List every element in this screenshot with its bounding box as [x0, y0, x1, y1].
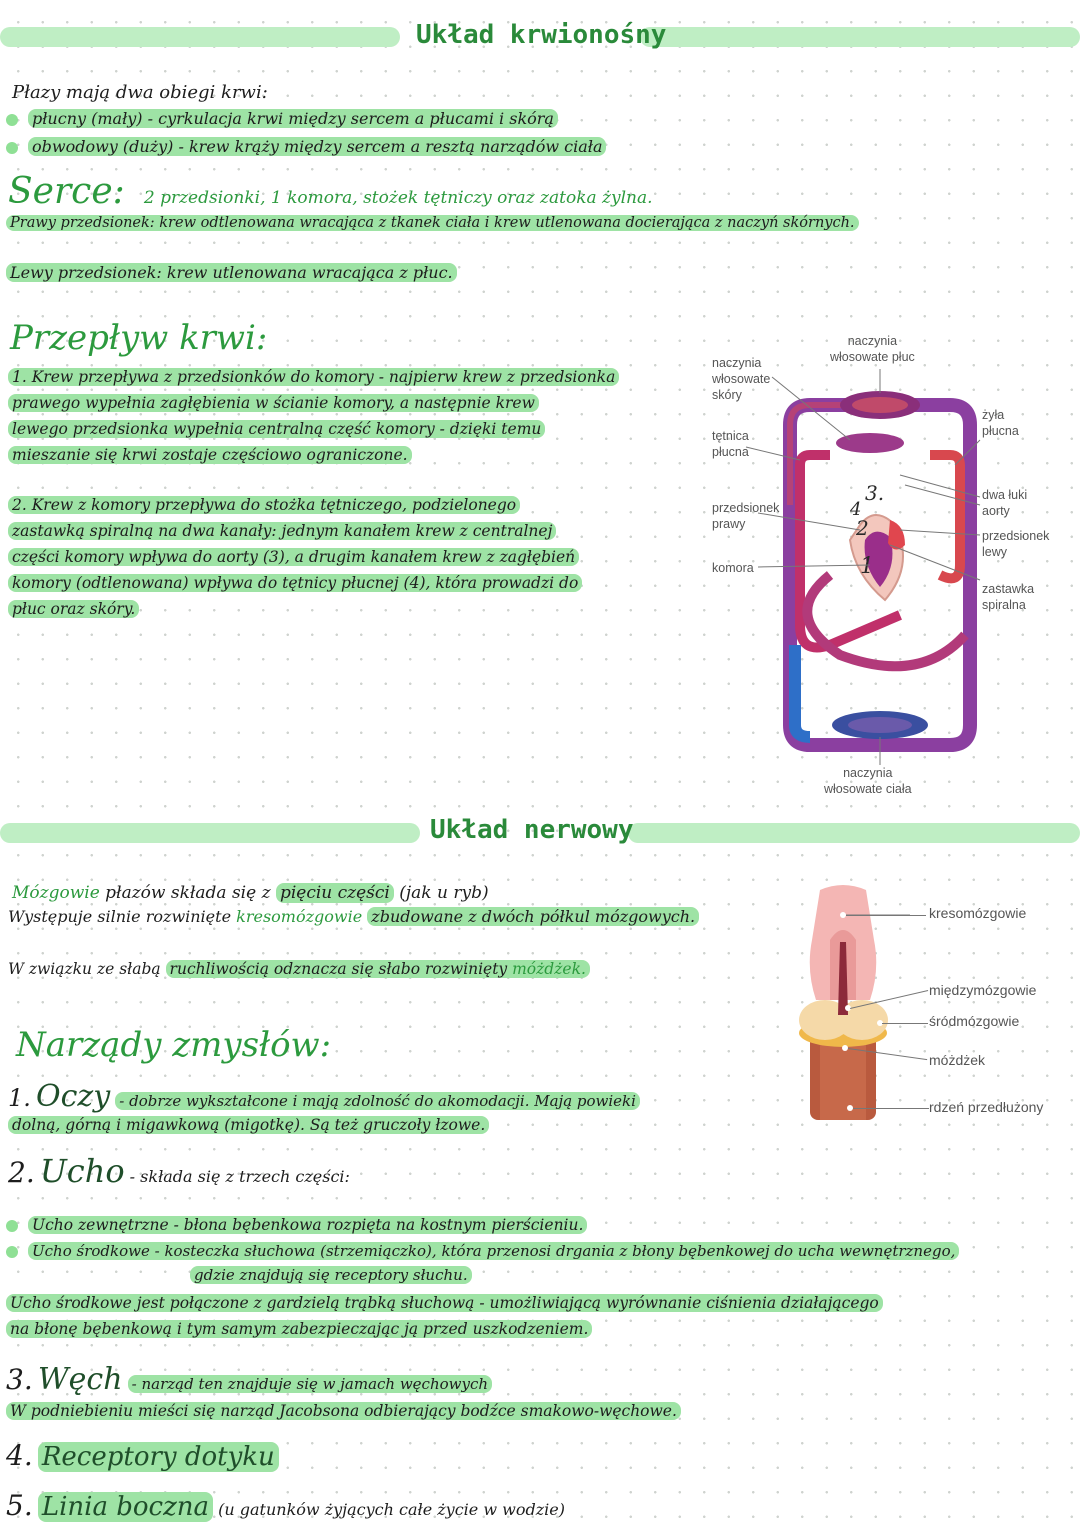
section-title-nervous: Układ nerwowy	[430, 815, 634, 845]
flow-heading: Przepływ krwi:	[10, 318, 268, 358]
brain-leader-5	[853, 1108, 929, 1109]
label-spiral-valve: zastawka spiralna	[982, 582, 1035, 612]
flow1-line: 1. Krew przepływa z przedsionków do komory - najpierw krew z przedsionka	[8, 366, 619, 388]
ear-bullet-middle-cont: gdzie znajdują się receptory słuchu.	[190, 1264, 472, 1286]
label-medulla: rdzeń przedłużony	[929, 1099, 1044, 1115]
right-atrium-line: Prawy przedsionek: krew odtlenowana wracająca z tkanek ciała i krew utlenowana docierająca z naczyń skórnych.	[6, 212, 859, 234]
intro-line: Płazy mają dwa obiegi krwi:	[12, 82, 268, 103]
eyes-line: 1. Oczy - dobrze wykształcone i mają zdolność do akomodacji. Mają powieki	[8, 1080, 640, 1118]
flow1-line: prawego wypełnia zagłębienia w ścianie komory, a następnie krew	[8, 392, 539, 414]
brain-leader-1	[846, 915, 926, 916]
label-ventricle: komora	[712, 561, 754, 575]
brain-line-2: Występuje silnie rozwinięte kresomózgowie zbudowane z dwóch półkul mózgowych.	[8, 906, 699, 928]
label-aortic-arches: dwa łuki aorty	[982, 488, 1028, 518]
section-title-circulatory: Układ krwionośny	[416, 20, 667, 50]
ear-bullet-middle: Ucho środkowe - kosteczka słuchowa (strzemiączko), która przenosi drgania z błony bębenkowej do ucha wewnętrznego,	[6, 1240, 959, 1262]
senses-heading: Narządy zmysłów:	[16, 1025, 332, 1065]
flow1-line: lewego przedsionka wypełnia centralną część komory - dzięki temu	[8, 418, 545, 440]
banner-bar-left	[0, 27, 400, 47]
brain-diagram	[790, 880, 1080, 1130]
label-diencephalon: międzymózgowie	[929, 982, 1037, 998]
heart-line: Serce: 2 przedsionki, 1 komora, stożek tętniczy oraz zatoka żylna.	[8, 171, 653, 212]
banner-bar-left	[0, 823, 420, 843]
smell-line-2: W podniebieniu mieści się narząd Jacobsona odbierający bodźce smakowo-węchowe.	[6, 1400, 681, 1422]
label-lung-capillaries: naczynia włosowate płuc	[830, 334, 915, 364]
heart-heading: Serce:	[8, 171, 125, 212]
label-body-capillaries: naczynia włosowate ciała	[824, 766, 912, 796]
bullet-pulmonary: płucny (mały) - cyrkulacja krwi między sercem a płucami i skórą	[6, 108, 558, 130]
ear-line: 2. Ucho - składa się z trzech części:	[8, 1152, 350, 1190]
lateral-line: 5. Linia boczna (u gatunków żyjących całe życie w wodzie)	[6, 1489, 565, 1522]
mark-1: 1	[860, 554, 874, 579]
brain-svg	[790, 880, 910, 1125]
bullet-dot	[6, 114, 18, 126]
smell-line: 3. Węch - narząd ten znajduje się w jamach węchowych	[6, 1360, 492, 1404]
banner-bar-right	[640, 27, 1080, 47]
bullet-systemic: obwodowy (duży) - krew krąży między sercem a resztą narządów ciała	[6, 136, 606, 158]
flow2-line: zastawką spiralną na dwa kanały: jednym kanałem krew z centralnej	[8, 520, 556, 542]
ear-middle-text-2: na błonę bębenkową i tym samym zabezpieczając ją przed uszkodzeniem.	[6, 1318, 592, 1340]
flow1-line: mieszanie się krwi zostaje częściowo ograniczone.	[8, 444, 412, 466]
label-pulmonary-artery: tętnica płucna	[712, 429, 749, 459]
label-left-atrium: przedsionek lewy	[982, 529, 1050, 559]
flow2-line: 2. Krew z komory przepływa do stożka tętniczego, podzielonego	[8, 494, 520, 516]
brain-line-3: W związku ze słabą ruchliwością odznacza się słabo rozwinięty móżdżek.	[8, 958, 590, 980]
bullet-dot	[6, 142, 18, 154]
eyes-line-2: dolną, górną i migawkową (migotkę). Są też gruczoły łzowe.	[8, 1114, 489, 1136]
left-atrium-line: Lewy przedsionek: krew utlenowana wracająca z płuc.	[6, 262, 457, 284]
label-skin-capillaries: naczynia włosowate skóry	[712, 356, 771, 402]
label-right-atrium: przedsionek prawy	[712, 501, 780, 531]
mark-4: 4	[850, 499, 862, 520]
mark-3: 3.	[865, 481, 885, 505]
ear-middle-text-1: Ucho środkowe jest połączone z gardzielą trąbką słuchową - umożliwiającą wyrównanie ciśnienia działającego	[6, 1292, 883, 1314]
touch-line: 4. Receptory dotyku	[6, 1436, 279, 1480]
brain-leader-3	[882, 1023, 928, 1024]
banner-bar-right	[628, 823, 1080, 843]
label-mesencephalon: śródmózgowie	[929, 1013, 1020, 1029]
circulation-diagram	[700, 325, 1080, 805]
ear-bullet-outer: Ucho zewnętrzne - błona bębenkowa rozpięta na kostnym pierścieniu.	[6, 1214, 587, 1236]
label-telencephalon: kresomózgowie	[929, 905, 1027, 921]
label-cerebellum: móżdżek	[929, 1052, 986, 1068]
flow2-line: komory (odtlenowana) wpływa do tętnicy płucnej (4), która prowadzi do	[8, 572, 582, 594]
brain-line-1: Mózgowie płazów składa się z pięciu części (jak u ryb)	[12, 883, 489, 903]
label-pulmonary-vein: żyła płucna	[982, 408, 1019, 438]
flow2-line: części komory wpływa do aorty (3), a drugim kanałem krew z zagłębień	[8, 546, 579, 568]
mark-2: 2	[856, 516, 869, 540]
flow2-line: płuc oraz skóry.	[8, 598, 139, 620]
